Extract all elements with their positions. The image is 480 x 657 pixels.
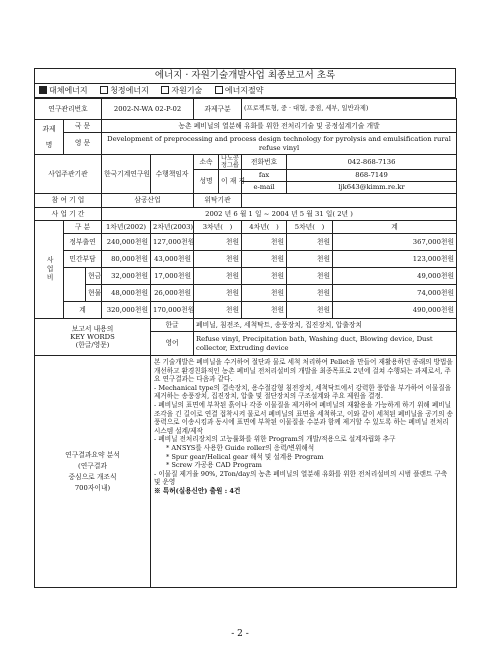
checked-box-icon[interactable] bbox=[39, 86, 47, 94]
summary-paragraph: - 폐비닐 전처리장치의 고능률화를 위한 Program의 개발/적용으로 설계자립화 추구 bbox=[154, 435, 396, 444]
lead-org-value: 한국기계연구원 bbox=[102, 155, 151, 194]
cost-cell: 천원 bbox=[287, 302, 333, 319]
email-value: ljk643@kimm.re.kr bbox=[287, 182, 457, 194]
checkbox-icon[interactable] bbox=[161, 86, 169, 94]
english-kw-label: 영어 bbox=[151, 332, 194, 356]
cost-cell: 43,000천원 bbox=[151, 251, 194, 268]
cost-row-label: 민간부담 bbox=[64, 251, 102, 268]
title-korean: 농촌 폐비닐의 열분해 유화를 위한 전처리기술 및 공정설계기술 개발 bbox=[102, 120, 457, 133]
cost-cell: 천원 bbox=[242, 302, 287, 319]
lead-org-label: 사업주관기관 bbox=[35, 155, 102, 194]
cost-cell: 170,000천원 bbox=[151, 302, 194, 319]
consignment-label: 위탁기관 bbox=[194, 194, 242, 208]
cost-cell: 17,000천원 bbox=[151, 268, 194, 285]
cost-cell: 천원 bbox=[194, 268, 242, 285]
task-type-label: 과제구분 bbox=[194, 99, 242, 120]
cost-cell: 26,000천원 bbox=[151, 285, 194, 302]
category-clean-energy[interactable]: 청정에너지 bbox=[100, 84, 149, 97]
cost-header: 5차년( ) bbox=[287, 221, 333, 234]
cost-cell: 천원 bbox=[287, 234, 333, 251]
cost-cell: 천원 bbox=[242, 268, 287, 285]
cost-cell: 천원 bbox=[287, 285, 333, 302]
cost-label: 사업비 bbox=[35, 221, 64, 319]
summary-paragraph: * Spur gear/Helical gear 해석 및 설계용 Program bbox=[166, 452, 324, 461]
email-label: e-mail bbox=[242, 182, 287, 194]
cost-cell: 32,000천원 bbox=[102, 268, 151, 285]
cost-header: 1차년(2002) bbox=[102, 221, 151, 234]
cost-cell: 천원 bbox=[242, 285, 287, 302]
mgmt-no-label: 연구관리번호 bbox=[35, 99, 102, 120]
period-label: 사 업 기 간 bbox=[35, 208, 102, 221]
participating-value: 삼공산업 bbox=[102, 194, 194, 208]
task-name-label: 과제 명 bbox=[35, 120, 64, 155]
pi-label: 수행책임자 bbox=[151, 155, 194, 194]
cost-row-label: 현물 bbox=[86, 285, 102, 302]
cost-cell: 320,000천원 bbox=[102, 302, 151, 319]
form-title: 에너지 · 자원기술개발사업 최종보고서 초록 bbox=[34, 68, 456, 83]
name-label: 성명 bbox=[194, 170, 219, 194]
cost-cell: 천원 bbox=[287, 268, 333, 285]
cost-cell: 천원 bbox=[194, 251, 242, 268]
cost-cell: 127,000천원 bbox=[151, 234, 194, 251]
private-blank bbox=[64, 268, 86, 302]
summary-paragraph: * Screw 가공용 CAD Program bbox=[166, 461, 262, 470]
hangul-label: 한글 bbox=[151, 319, 194, 332]
cost-row-label: 정부출연 bbox=[64, 234, 102, 251]
participating-label: 참 여 기 업 bbox=[35, 194, 102, 208]
summary-label: 연구결과요약 분석 (연구결과 중심으로 개조식 700자이내) bbox=[35, 356, 151, 588]
category-alt-energy[interactable]: 대체에너지 bbox=[39, 84, 88, 97]
affiliation-label: 소속 bbox=[194, 155, 219, 170]
period-value: 2002 년 6 월 1 일 ~ 2004 년 5 월 31 일( 2년 ) bbox=[102, 208, 457, 221]
cost-cell: 74,000천원 bbox=[333, 285, 457, 302]
cost-cell: 367,000천원 bbox=[333, 234, 457, 251]
cost-cell: 천원 bbox=[242, 234, 287, 251]
cost-cell: 천원 bbox=[194, 285, 242, 302]
mgmt-no-value: 2002-N-WA 02-P-02 bbox=[102, 99, 194, 120]
korean-label: 국 문 bbox=[64, 120, 102, 133]
cost-cell: 80,000천원 bbox=[102, 251, 151, 268]
cost-cell: 49,000천원 bbox=[333, 268, 457, 285]
division-label: 구 분 bbox=[64, 221, 102, 234]
cost-row-label: 현금 bbox=[86, 268, 102, 285]
consignment-value bbox=[242, 194, 457, 208]
cost-cell: 천원 bbox=[242, 251, 287, 268]
summary-paragraph: * ANSYS를 사용한 Guide roller의 응력/변위해석 bbox=[166, 443, 315, 452]
fax-label: fax bbox=[242, 170, 287, 182]
category-resource-tech[interactable]: 자원기술 bbox=[161, 84, 202, 97]
cost-cell: 123,000천원 bbox=[333, 251, 457, 268]
summary-paragraph: - 폐비닐의 표면에 부착된 흙이나 각종 이물질을 제거하여 폐비닐의 재활용을 가능하게 하기 위해 폐비닐 조각을 긴 길이로 연결 접착시켜 물로서 폐비닐의 표면을 세척하고, 이와 같이 세척된 폐비닐을 공기의 송풍력으로 이송시킴과 동시에 표면에 부착된 이물질을 수분과 함께 제거할 수 있도록 하는 폐비닐 전처리 시스템 설계/제작 bbox=[154, 400, 453, 435]
keywords-label: 보고서 내용의 KEY WORDS (한글/영문) bbox=[35, 319, 151, 356]
summary-paragraph: - 이물질 제거율 90%, 2Ton/day의 농촌 폐비닐의 열분해 유화를 위한 전처리설비의 시범 플랜트 구축 및 운영 bbox=[154, 469, 448, 487]
category-row bbox=[34, 83, 456, 98]
cost-cell: 천원 bbox=[194, 234, 242, 251]
phone-label: 전화번호 bbox=[242, 155, 287, 170]
keywords-english: Refuse vinyl, Precipitation bath, Washing duct, Blowing device, Dust collector, Extruding device bbox=[194, 332, 457, 356]
checkbox-icon[interactable] bbox=[100, 86, 108, 94]
summary-paragraph: 본 기술개발은 폐비닐을 수거하여 절단과 물로 세척 처리하여 Pellet을 만들어 재활용하던 종래의 방법을 개선하고 환경친화적인 농촌 폐비닐 전처리설비의 개발을 최종목표로 2년에 걸쳐 수행되는 과제로서, 주요 연구결과는 다음과 같다. bbox=[154, 358, 453, 384]
keywords-korean: 폐비닐, 침전조, 세척탁트, 송풍장치, 집진장치, 압출장치 bbox=[194, 319, 457, 332]
cost-cell: 천원 bbox=[287, 251, 333, 268]
title-english: Development of preprocessing and process design technology for pyrolysis and emulsification rural refuse vinyl bbox=[102, 133, 457, 155]
cost-cell: 240,000천원 bbox=[102, 234, 151, 251]
cost-cell: 48,000천원 bbox=[102, 285, 151, 302]
affiliation-value: 나노공정그룹 bbox=[219, 155, 242, 170]
fax-value: 868-7149 bbox=[287, 170, 457, 182]
cost-cell: 490,000천원 bbox=[333, 302, 457, 319]
cost-header: 4차년( ) bbox=[242, 221, 287, 234]
cost-row-label: 계 bbox=[64, 302, 102, 319]
cost-header: 3차년( ) bbox=[194, 221, 242, 234]
english-label: 영 문 bbox=[64, 133, 102, 155]
cost-header: 계 bbox=[333, 221, 457, 234]
report-abstract-form bbox=[34, 68, 456, 588]
summary-paragraph: ※ 특허(실용신안) 출원 : 4건 bbox=[154, 486, 241, 495]
info-table bbox=[34, 98, 457, 588]
pi-name: 이 재 경 bbox=[219, 170, 242, 194]
summary-body bbox=[151, 356, 457, 588]
task-type-value: (프로젝트형, 중 · 대형, 중점, 세부, 일반과제) bbox=[242, 99, 457, 120]
category-energy-saving[interactable]: 에너지절약 bbox=[215, 84, 264, 97]
page-number: - 2 - bbox=[231, 629, 249, 639]
summary-paragraph: - Mechanical type의 결속장치, 용수절감형 침전장치, 세척닥트에서 강력한 풍압을 부가하여 이물질을 제거하는 송풍장치, 집진장치, 압출 및 절단장치의 구조설계와 주요 제원을 결정. bbox=[154, 383, 452, 401]
phone-value: 042-868-7136 bbox=[287, 155, 457, 170]
checkbox-icon[interactable] bbox=[215, 86, 223, 94]
cost-header: 2차년(2003) bbox=[151, 221, 194, 234]
cost-cell: 천원 bbox=[194, 302, 242, 319]
